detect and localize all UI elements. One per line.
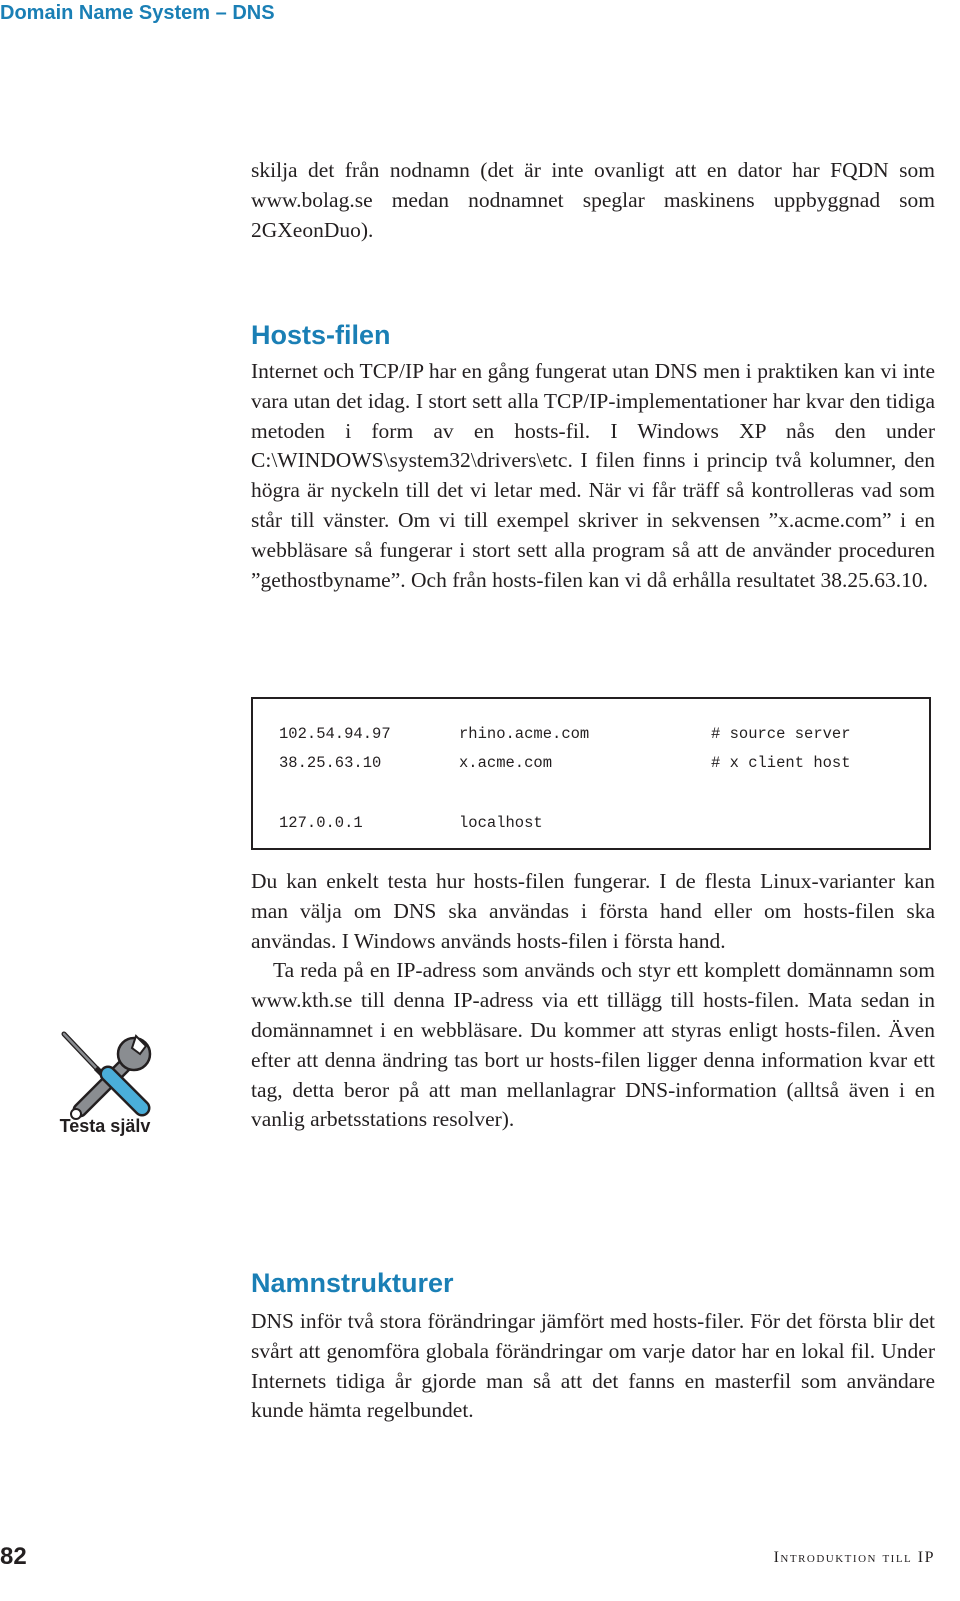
code-comment: # source server xyxy=(711,725,851,743)
exercise-block xyxy=(251,867,935,1135)
intro-block xyxy=(251,156,935,245)
hosts-paragraph: Internet och TCP/IP har en gång fungerat utan DNS men i praktiken kan vi inte vara utan det idag. I stort sett alla TCP/IP-implementationer har kvar den tidiga metoden i form av en hosts-fil. I Windows XP nås den under C:\WINDOWS\system32\drivers\etc. I filen finns i princip två kolumner, den högra är nyckeln till det vi letar med. När vi får träff så kontrolleras vad som står till vänster. Om vi till exempel skriver in sekvensen ”x.acme.com” i en webbläsare så fungerar i stort sett alla program så att de använder proceduren ”gethostbyname”. Och från hosts-filen kan vi då erhålla resultatet 38.25.63.10. xyxy=(251,359,935,592)
section-names xyxy=(251,1268,935,1426)
exercise-label: Testa själv xyxy=(59,1116,151,1136)
exercise-paragraph-2: Ta reda på en IP-adress som används och styr ett komplett domännamn som www.kth.se till denna IP-adress via ett tillägg till hosts-filen. Mata sedan in domännamnet i en webbläsare. Du kommer att styras enligt hosts-filen. Även efter att denna ändring tas bort ur hosts-filen ligger denna information kvar ett tag, detta beror på att man mellanlagrar DNS-information (alltså även i en vanlig arbetsstations resolver). xyxy=(251,958,935,1132)
code-host: localhost xyxy=(459,814,543,832)
exercise-paragraph-1: Du kan enkelt testa hur hosts-filen fungerar. I de flesta Linux-varianter kan man välja om DNS ska användas i första hand eller om hosts-filen ska användas. I Windows används hosts-filen i första hand. xyxy=(251,869,935,953)
code-ip: 102.54.94.97 xyxy=(279,725,391,743)
code-host: rhino.acme.com xyxy=(459,725,590,743)
section-heading-names: Namnstrukturer xyxy=(251,1268,454,1298)
running-head: Domain Name System – DNS xyxy=(0,2,275,24)
hosts-file-listing xyxy=(251,697,931,850)
page-number: 82 xyxy=(0,1543,27,1570)
section-heading-hosts: Hosts-filen xyxy=(251,320,391,350)
code-ip: 127.0.0.1 xyxy=(279,814,363,832)
running-footer: Introduktion till IP xyxy=(773,1549,935,1566)
names-paragraph: DNS inför två stora förändringar jämfört med hosts-filer. För det första blir det svårt att genomföra globala förändringar om varje dator har en lokal fil. Under Internets tidiga år gjorde man så att det fanns en masterfil som användare kunde hämta regelbundet. xyxy=(251,1309,935,1423)
section-hosts xyxy=(251,320,935,595)
wrench-screwdriver-icon xyxy=(50,1022,160,1122)
code-host: x.acme.com xyxy=(459,754,553,772)
code-comment: # x client host xyxy=(711,754,851,772)
intro-paragraph: skilja det från nodnamn (det är inte ovanligt att en dator har FQDN som www.bolag.se medan nodnamnet speglar maskinens uppbyggnad som 2GXeonDuo). xyxy=(251,158,935,242)
code-ip: 38.25.63.10 xyxy=(279,754,382,772)
